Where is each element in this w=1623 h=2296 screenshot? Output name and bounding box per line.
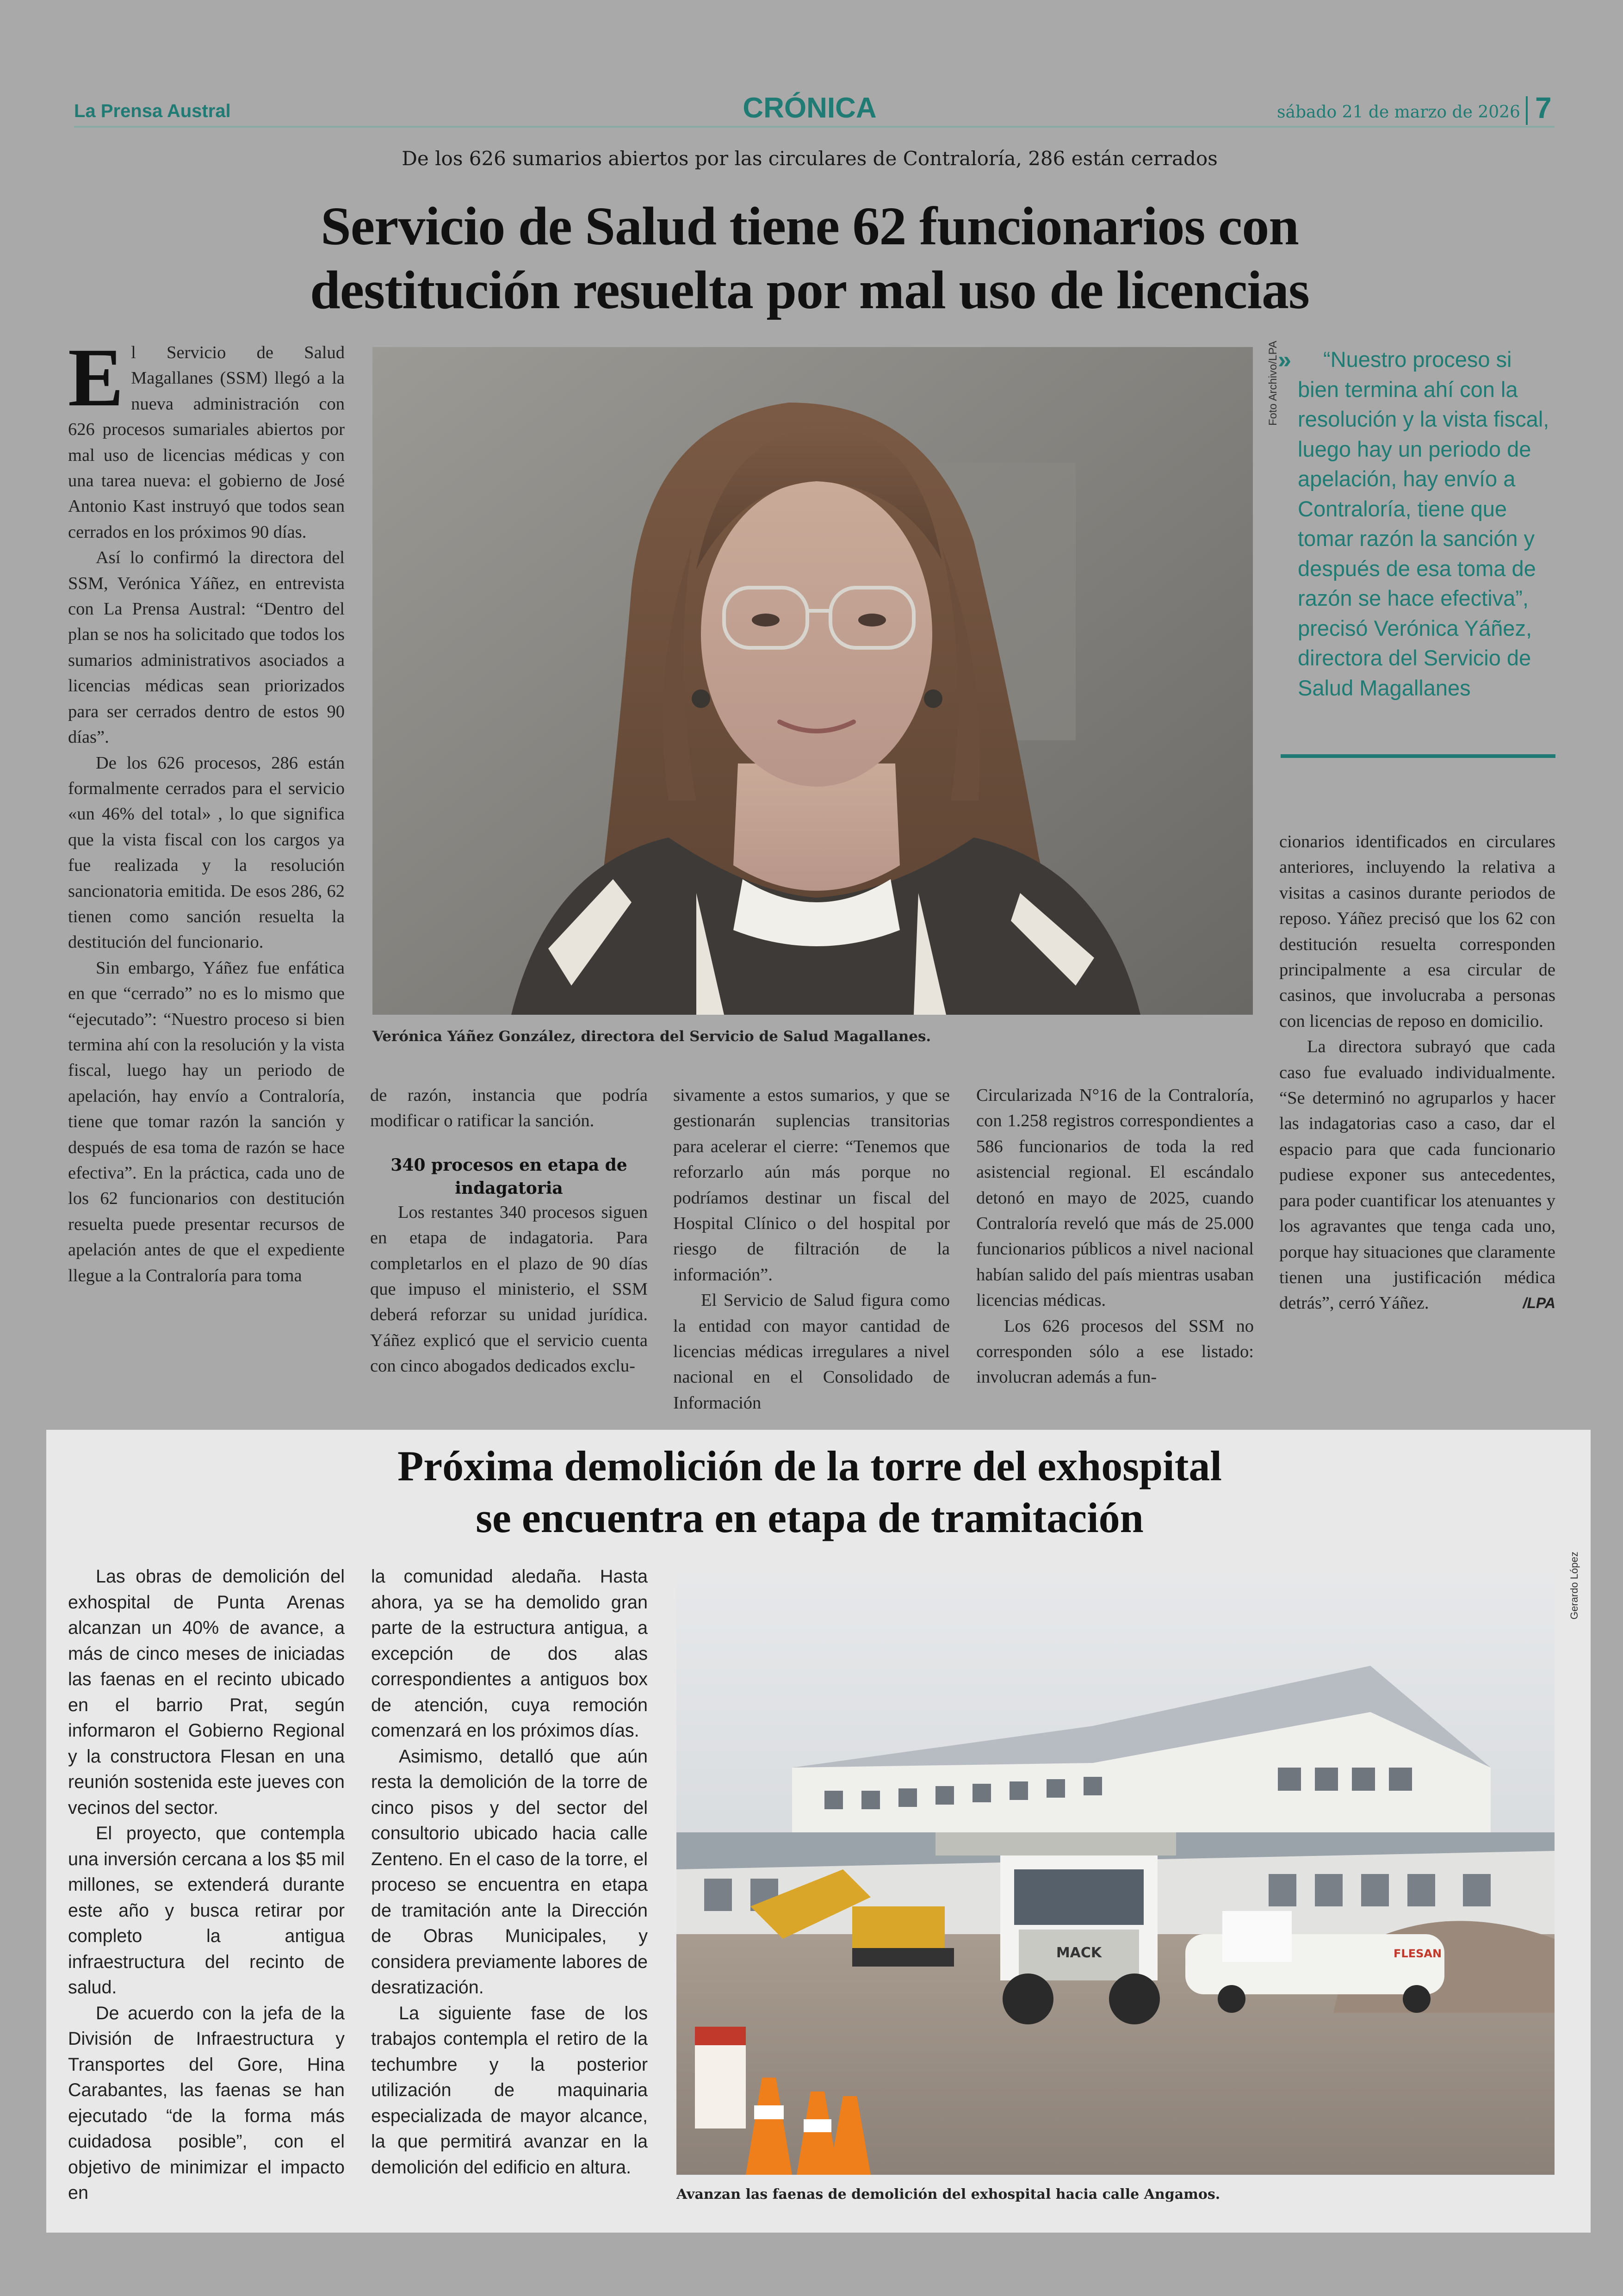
paragraph: Las obras de demolición del exhospital de Punta Arenas alcanzan un 40% de avance, a más de cinco meses de iniciadas las faenas en el recinto ubicado en el barrio Prat, según informaron el Gobierno Regional y la constructora Flesan en una reunión sostenida este jueves con vecinos del sector. xyxy=(68,1566,345,1818)
photo-caption: Verónica Yáñez González, directora del Servicio de Salud Magallanes. xyxy=(372,1028,931,1045)
article-column-3 xyxy=(673,1083,950,1416)
quote-rule xyxy=(1281,754,1555,758)
paragraph: Los restantes 340 procesos siguen en etapa de indagatoria. Para completarlos en el plazo de 90 días que impuso el ministerio, el SSM deberá reforzar su unidad jurídica. Yáñez explicó que el servicio cuenta con cinco abogados dedicados exclu- xyxy=(370,1202,648,1376)
photo-credit: Foto Archivo/LPA xyxy=(1267,341,1279,426)
paragraph: De los 626 procesos, 286 están formalmente cerrados para el servicio «un 46% del total» , lo que significa que la vista fiscal con los cargos ya fue realizada y la resolución sancionatoria emitida. De esos 286, 62 tienen como sanción resuelta la destitución del funcionario. xyxy=(68,753,345,952)
subheading: 340 procesos en etapa de indagatoria xyxy=(390,1155,627,1198)
headline-line-1: Próxima demolición de la torre del exhospital xyxy=(397,1442,1222,1489)
portrait-illustration xyxy=(372,347,1253,1015)
article-kicker: De los 626 sumarios abiertos por las circulares de Contraloría, 286 están cerrados xyxy=(402,147,1218,170)
paragraph: l Servicio de Salud Magallanes (SSM) llegó a la nueva administración con 626 procesos sumariales abiertos por mal uso de licencias médicas y con una tarea nueva: el gobierno de José Antonio Kast instruyó que todos sean cerrados en los próximos 90 días. xyxy=(68,343,345,542)
paragraph: La directora subrayó que cada caso fue evaluado individualmente. “Se determinó no agruparlos y hacer las indagatorias caso a caso, dar el espacio para que cada funcionario pudiese exponer sus antecedentes, para poder cuantificar los atenuantes y los agravantes que tenga cada uno, porque hay situaciones que claramente tienen una justificación médica detrás”, cerró Yáñez. xyxy=(1279,1037,1555,1313)
signature: /LPA xyxy=(1520,1291,1555,1316)
pull-quote: “Nuestro proceso si bien termina ahí con la resolución y la vista fiscal, luego hay un periodo de apelación, hay envío a Contraloría, tiene que tomar razón la sanción y después de esa toma de razón se hace efectiva”, precisó Verónica Yáñez, directora del Servicio de Salud Magallanes xyxy=(1298,347,1549,700)
paragraph: Los 626 procesos del SSM no corresponden sólo a ese listado: involucran además a fun- xyxy=(976,1316,1254,1387)
article-headline xyxy=(139,194,1481,322)
company-sign: FLESAN xyxy=(1394,1947,1442,1960)
paragraph: sivamente a estos sumarios, y que se gestionarán suplencias transitorias para acelerar el cierre: “Tenemos que reforzarlo aún más porque no podríamos destinar un fiscal del Hospital Clínico o del hospital por riesgo de filtración de la información”. xyxy=(673,1086,950,1285)
secondary-column-2 xyxy=(371,1564,648,2180)
paragraph: El proyecto, que contempla una inversión cercana a los $5 mil millones, se extenderá durante este año y busca retirar por completo la antigua infraestructura del recinto de salud. xyxy=(68,1823,345,1998)
headline-line-2: se encuentra en etapa de tramitación xyxy=(476,1494,1144,1541)
paragraph: La siguiente fase de los trabajos contempla el retiro de la techumbre y la posterior utilización de maquinaria especializada de mayor alcance, la que permitirá avanzar en la demolición del edificio en altura. xyxy=(371,2003,648,2178)
secondary-column-1 xyxy=(68,1564,345,2206)
demolition-photo xyxy=(676,1573,1555,2175)
photo-caption: Avanzan las faenas de demolición del exhospital hacia calle Angamos. xyxy=(676,2186,1220,2203)
paragraph: Circularizada N°16 de la Contraloría, con 1.258 registros correspondientes a 586 funcionarios de toda la red asistencial regional. El escándalo detonó en mayo de 2025, cuando Contraloría reveló que más de 25.000 funcionarios públicos a nivel nacional habían salido del país mientras usaban licencias médicas. xyxy=(976,1086,1254,1310)
section-title: CRÓNICA xyxy=(743,92,877,124)
article-column-2 xyxy=(370,1083,648,1379)
headline-line-2: destitución resuelta por mal uso de licencias xyxy=(310,260,1309,320)
paragraph: De acuerdo con la jefa de la División de Infraestructura y Transportes del Gore, Hina Carabantes, las faenas se han ejecutado “de la forma más cuidadosa posible”, con el objetivo de minimizar el impacto en xyxy=(68,2003,345,2203)
page-number: 7 xyxy=(1535,91,1552,124)
demolition-illustration xyxy=(676,1573,1555,2175)
article-column-4 xyxy=(976,1083,1254,1390)
photo-credit: Gerardo López xyxy=(1568,1551,1580,1620)
paragraph: la comunidad aledaña. Hasta ahora, ya se ha demolido gran parte de la estructura antigua, a excepción de dos alas correspondientes a antiguos box de atención, cuya remoción comenzará en los próximos días. xyxy=(371,1566,648,1741)
portrait-photo xyxy=(372,347,1253,1015)
paragraph: Sin embargo, Yáñez fue enfática en que “cerrado” no es lo mismo que “ejecutado”: “Nuestro proceso si bien termina ahí con la resolución y la vista fiscal, luego hay un periodo de apelación, hay envío a Contraloría, tiene que tomar razón la sanción y después de esa toma de razón se hace efectiva”. En la práctica, cada uno de los 62 funcionarios con destitución resuelta puede presentar recursos de apelación antes de que el expediente llegue a la Contraloría para toma xyxy=(68,958,345,1285)
paragraph: de razón, instancia que podría modificar o ratificar la sanción. xyxy=(370,1086,648,1131)
publication-name: La Prensa Austral xyxy=(74,101,231,121)
truck-brand: MACK xyxy=(1056,1945,1102,1961)
secondary-headline xyxy=(139,1440,1481,1544)
paragraph: cionarios identificados en circulares anteriores, incluyendo la relativa a visitas a casinos durante periodos de reposo. Yáñez precisó que los 62 con destitución resuelta corresponden principalmente a esa circular de casinos, que involucraba a personas con licencias de reposo en domicilio. xyxy=(1279,832,1555,1031)
quote-chevron-icon: » xyxy=(1278,347,1291,373)
paragraph: Así lo confirmó la directora del SSM, Verónica Yáñez, en entrevista con La Prensa Austral: “Dentro del plan se nos ha solicitado que todos los sumarios administrativos asociados a licencias médicas sean priorizados para ser cerrados dentro de estos 90 días”. xyxy=(68,548,345,747)
paragraph: El Servicio de Salud figura como la entidad con mayor cantidad de licencias médicas irregulares a nivel nacional en el Consolidado de Información xyxy=(673,1291,950,1413)
issue-date: sábado 21 de marzo de 2026 xyxy=(1277,103,1520,122)
headline-line-1: Servicio de Salud tiene 62 funcionarios con xyxy=(321,196,1299,256)
article-column-5 xyxy=(1279,829,1555,1316)
header-rule xyxy=(74,126,1555,128)
drop-cap: E xyxy=(68,331,124,423)
article-column-1 xyxy=(68,331,345,1289)
paragraph: Asimismo, detalló que aún resta la demolición de la torre de cinco pisos y del sector del consultorio ubicado hacia calle Zenteno. En el caso de la torre, el proceso se encuentra en etapa de tramitación ante la Dirección de Obras Municipales, y considera previamente labores de desratización. xyxy=(371,1746,648,1998)
header-separator xyxy=(1526,96,1528,125)
